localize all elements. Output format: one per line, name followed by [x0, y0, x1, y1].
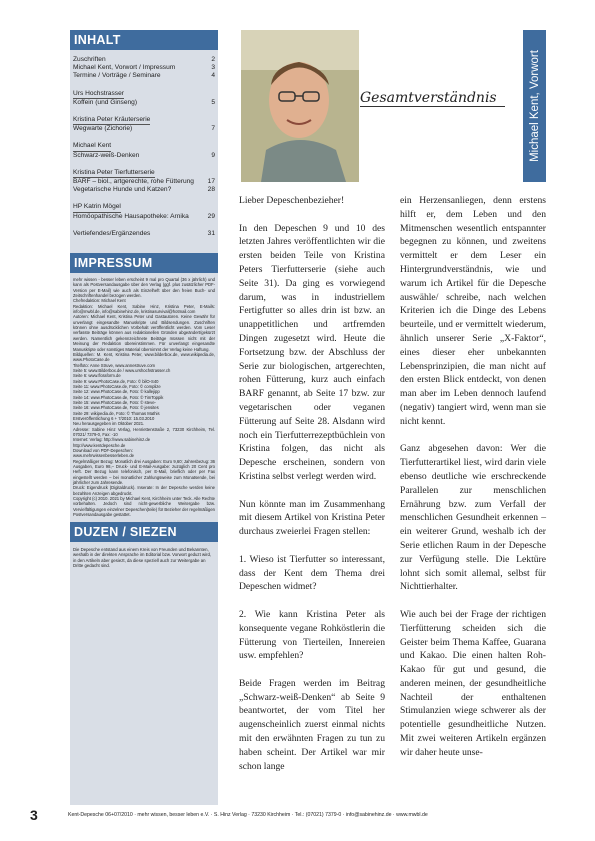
impressum-line: www.mehrwissenbesserleben.de: [73, 453, 134, 459]
toc-entry-label: Schwarz-weiß-Denken: [73, 151, 140, 159]
toc-entry[interactable]: [73, 99, 215, 107]
toc-entry[interactable]: [73, 72, 215, 80]
article-column-1: [239, 194, 385, 787]
toc-group: [73, 230, 215, 238]
table-of-contents: [70, 50, 218, 253]
inhalt-heading: INHALT: [70, 30, 218, 50]
impressum-line: Erstveröffentlichung 6 + 7/2010: 15.03.2010: [73, 415, 155, 421]
toc-entry-label: Wegwarte (Zichorie): [73, 125, 133, 133]
page-footer: [30, 807, 550, 823]
impressum-line: http://www.kentdepesche.de: [73, 442, 126, 448]
impressum-line: Seite 9: www.PhotoCase.de, Foto: © bilO-S40: [73, 378, 159, 384]
toc-entry-label: Homöopathische Hausapotheke: Arnika: [73, 212, 189, 220]
toc-entry-label: Koffein (und Ginseng): [73, 98, 138, 106]
impressum-line: Internet: Verlag: http://www.sabinehinz.de: [73, 437, 151, 443]
toc-author: Michael Kent: [73, 142, 111, 151]
toc-entry[interactable]: [73, 178, 215, 186]
toc-entry[interactable]: [73, 213, 215, 221]
sidebar: [70, 30, 218, 805]
article-paragraph: In den Depeschen 9 und 10 des letzten Jahres veröffentlichten wir die ersten beiden Teile von Kristina Peters Tierfutterserie (siehe auch Seite 31). Da ging es vorwiegend darum, was in industriellem Fertigfutter so alles drin ist bzw. an unappetitlichen und artfremden Dingen zugesetzt wird. Heute die Fortsetzung bzw. der Abschluss der Serie zur biologischen, artgerechten, rohen Fütterung, kurz auch einfach BARF genannt, ab Seite 17 bzw. zur vegetarischen oder veganen Fütterung auf Seite 28. Alsdann wird noch ein Tierfutterrezeptbüchlein von Kristina folgen, das nicht als Depesche erscheinen, sondern von Kristina selbst verlegt werden wird.: [239, 222, 385, 482]
footer-text: Kent-Depesche 06+07/2010 · mehr wissen, besser leben e.V. · S. Hinz Verlag · 73230 Kirchheim · Tel.: (07021) 7379-0 · info@sabinehinz.de · www.mwbl.de: [68, 812, 428, 818]
toc-author: HP Katrin Mögel: [73, 203, 121, 212]
impressum-line: Neu herausgegeben im Oktober 2021.: [73, 421, 145, 427]
impressum-line: Autoren: Michael Kent, Kristina Peter und Gastautoren. Keine Gewähr für unverlangt eingesandte Manuskripte und Bildsendungen. Zuschriften können ohne ausdrücklichen Vorbehalt veröffentlicht werden. Vom Leser verfasste Beiträge können aus redaktionellen Gründen abgeändert/gekürzt werden. Namentlich gekennzeichnete Beiträge müssen nicht mit der Meinung der Redaktion übereinstimmen. Für unverlangt eingesandte Manuskripte oder sonstiges Material übernimmt der Verlag keine Haftung.: [73, 314, 215, 352]
toc-entry-page: 29: [207, 212, 215, 220]
toc-author: Kristina Peter Tierfutterserie: [73, 169, 155, 178]
article-paragraph: 1. Wieso ist Tierfutter so interessant, dass der Kent dem Thema drei Depeschen widmet?: [239, 553, 385, 593]
impressum-line: Seite 14: www.PhotoCase.de, Foto: © TimToppik: [73, 394, 164, 400]
toc-entry-page: 28: [207, 186, 215, 194]
article-column-2: [400, 194, 546, 773]
impressum-line: Seite 16: www.PhotoCase.de, Foto: © jensites: [73, 405, 159, 411]
impressum-line: Adresse: Sabine Hinz Verlag, Henriettenstraße 2, 73230 Kirchheim, Tel. 07021/ 7379-0, Fax: -10: [73, 426, 215, 438]
impressum-line: Seite 29: wikipedia.de, Foto: © Thomas Mathis: [73, 410, 160, 416]
impressum-line: Seite 5: www.Bilderbox.de / www.urshochstrasser.ch: [73, 367, 171, 373]
toc-group: [73, 116, 215, 133]
impressum-line: Seite 6: www.floraform.de: [73, 373, 121, 379]
impressum-line: mehr wissen - besser leben erscheint 9 mal pro Quartal (36 x jährlich) und kann als Postversandausgabe über den Verlag (ggf. plus zusätzlicher PDF-Version per E-Mail) wie auch als Einzelheft über den freien Buch- und Zeitschriftenhandel bezogen werden.: [73, 277, 215, 299]
impressum-line: Druck: Eigendruck (Digitaldruck). Inserate: In der Depesche werden keine bezahlten Anzeigen abgedruckt.: [73, 485, 215, 496]
toc-group: [73, 56, 215, 81]
toc-entry-page: 2: [211, 56, 215, 63]
impressum-line: Titelfoto: Anne Struve, www.annestruve.com: [73, 362, 156, 368]
toc-entry[interactable]: [73, 230, 215, 238]
toc-entry-label: BARF – biol., artgerechte, rohe Fütterung: [73, 178, 194, 186]
toc-entry-label: Vertiefendes/Ergänzendes: [73, 229, 151, 237]
toc-entry-page: 3: [211, 64, 215, 72]
toc-entry-page: 31: [207, 229, 215, 237]
page-number: 3: [30, 807, 38, 823]
duzen-heading: DUZEN / SIEZEN: [70, 522, 218, 542]
article-paragraph: Beide Fragen werden im Beitrag „Schwarz-weiß-Denken“ ab Seite 9 beantwortet, der vom Titel her augenscheinlich zuerst einmal nichts mit den erwähnten Fragen zu tun zu haben scheint. Der Artikel war mir schon lange: [239, 677, 385, 772]
impressum-text: [70, 273, 218, 521]
toc-entry[interactable]: [73, 125, 215, 133]
impressum-line: Seite 11: www.PhotoCase.de, Foto: © complize: [73, 383, 161, 389]
duzen-text: Die Depesche entstand aus einem Kreis von Freunden und Bekannten, weshalb in der direkten Ansprache im Editorial bzw. Vorwort geduzt wird, in den Artikeln aber gesiezt, da diese speziell auch zur Weitergabe an Dritte gedacht sind.: [73, 546, 212, 569]
toc-entry[interactable]: [73, 152, 215, 160]
toc-entry-page: 9: [211, 151, 215, 159]
toc-entry-page: 7: [211, 125, 215, 133]
toc-entry-page: 4: [211, 72, 215, 80]
toc-group: [73, 203, 215, 220]
toc-entry-label: Termine / Vorträge / Seminare: [73, 72, 161, 80]
toc-entry-label: Vegetarische Hunde und Katzen?: [73, 186, 172, 194]
impressum-line: Redaktion: Michael Kent, Sabine Hinz, Kristina Peter, E-Mails: info@mwbl.de, info@sabinehinz.de, kristinasurvival@hotmail.com: [73, 303, 215, 315]
article-paragraph: Wie auch bei der Frage der richtigen Tierfütterung scheiden sich die Geister beim Thema Kaffee, Guarana und Kakao. Die einen halten Roh-Kakao für gut und gesund, die anderen meinen, der gesundheitliche Nachteil der enthaltenen Stimulanzien wiege schwerer als der potentielle gesundheitliche Nutzen. Mit zwei weiteren Artikeln ergänzen wir daher heute unse-: [400, 608, 546, 758]
toc-entry[interactable]: [73, 64, 215, 72]
vertical-title: Michael Kent, Vorwort: [528, 50, 541, 162]
article-paragraph: Ganz abgesehen davon: Wer die Tierfutterartikel liest, wird darin viele ebenso deutliche wie erschreckende Parallelen zur menschlichen Ernährung bzw. zum Verfall der menschlichen Gesundheit erkennen – ein weiterer Grund, weshalb ich der Serie etlichen Raum in der Depesche zur Verfügung stelle. Die Lektüre lohnt sich somit allemal, selbst für Nichttierhalter.: [400, 443, 546, 593]
article-paragraph: Nun könnte man im Zusammenhang mit diesem Artikel von Kristina Peter durchaus zweierlei Fragen stellen:: [239, 498, 385, 538]
impressum-line: Bildquellen: M. Kent, Kristina Peter, www.bilderbox.de, www.wikipedia.de, www.PhotoCase.de: [73, 351, 215, 363]
toc-entry-label: Michael Kent, Vorwort / Impressum: [73, 64, 176, 72]
impressum-line: Seite 12: www.PhotoCase.de, Foto: © kallejipp: [73, 389, 160, 395]
article-paragraph: Lieber Depeschenbezieher!: [239, 195, 345, 206]
impressum-heading: IMPRESSUM: [70, 253, 218, 273]
toc-entry-page: 17: [207, 178, 215, 186]
impressum-line: Regelmäßiger Bezug: Monatlich drei Ausgaben: Euro 9,60; Jahresbezug: 36 Ausgaben, Euro 98,– Druck- und E-Mail-Ausgabe: zuzüglich 20 Cent pro Heft. Der Bezug kann telefonisch, per E-Mail, brieflich oder per Fax eingestellt werden – bei monatlicher Zahlungsweise zum Monatsende, bei jährlicher zum Jahresende.: [73, 458, 215, 486]
toc-entry[interactable]: [73, 186, 215, 194]
script-title: Gesamtverständnis: [360, 90, 505, 107]
author-photo: [241, 30, 359, 182]
toc-group: [73, 142, 215, 159]
toc-entry-page: 5: [211, 98, 215, 106]
toc-author: Urs Hochstrasser: [73, 90, 124, 99]
impressum-line: Download von PDF-Depeschen:: [73, 448, 133, 454]
toc-group: [73, 169, 215, 195]
toc-entry-label: Zuschriften: [73, 56, 106, 63]
toc-author: Kristina Peter Kräuterserie: [73, 116, 150, 125]
article-paragraph: ein Herzensanliegen, denn erstens hilft er, dem Leben und den Mitmenschen wesentlich entspannter begegnen zu können, und zweitens vermittelt er dem Leser ein Hintergrundverständnis, wie und warum ich Artikel für die Depesche auswähle/ schreibe, nach welchen Kriterien ich die Dinge des Lebens beurteile, und er vermittelt wiederum, ähnlich unserer Serie „X-Faktor“, eines dieser eher unbekannten Lebensprinzipien, die man nicht auf den ersten Blick entdeckt, von denen man aber im Leben dennoch laufend (negativ) tangiert wird, wenn man sie nicht kennt.: [400, 195, 546, 427]
impressum-line: Copyright (c) 2010. 2021 by Michael Kent, Kirchheim unter Teck. Alle Rechte vorbehalten. Jedoch sind nicht-gewerbliche Weitergabe bzw. Vervielfältigungen einzelner Depeschen(teile) für Bezieher der regelmäßigen Postversandausgabe gestattet.: [73, 496, 215, 518]
toc-entry[interactable]: [73, 56, 215, 64]
article-paragraph: 2. Wie kann Kristina Peter als konsequente vegane Rohköstlerin die Fütterung von Tierteilen, Innereien usw. empfehlen?: [239, 608, 385, 662]
impressum-line: Seite 15: www.PhotoCase.de, Foto: © steve-: [73, 399, 156, 405]
impressum-line: Chefredaktion: Michael Kent: [73, 298, 126, 304]
toc-group: [73, 90, 215, 107]
